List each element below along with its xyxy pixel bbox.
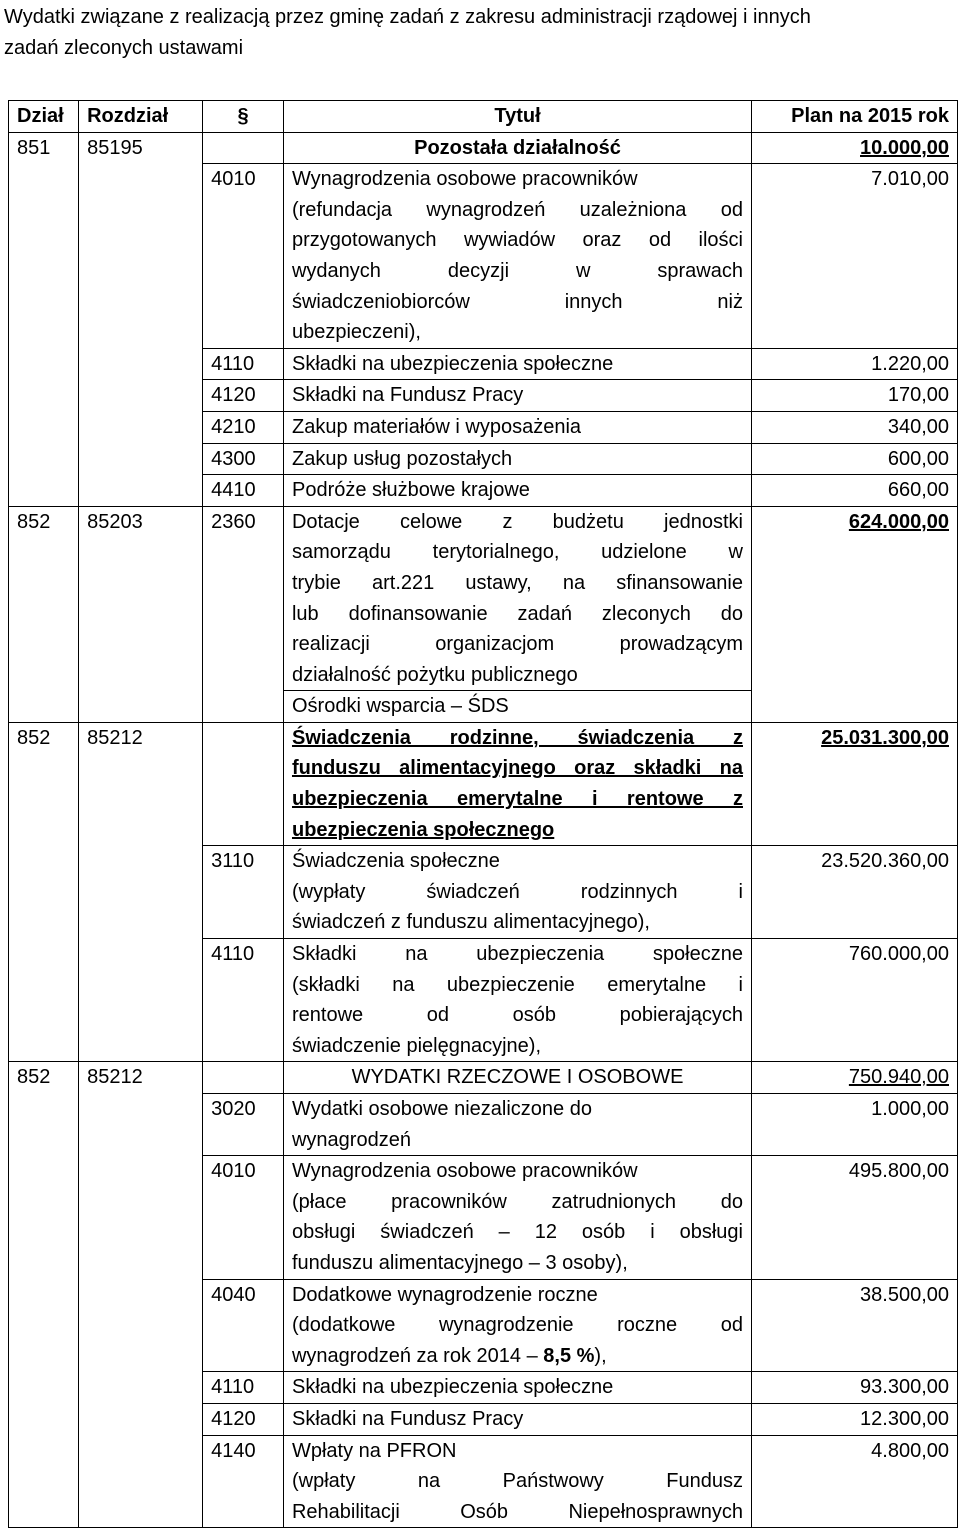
cell-plan: 600,00 [752,443,958,475]
cell-tytul [283,506,751,722]
cell-paragraf: 4120 [203,1403,284,1435]
table-row [9,1094,958,1156]
cell-tytul: Zakup materiałów i wyposażenia [283,411,751,443]
row-desc-line: przygotowanych wywiadów oraz od ilości [291,229,743,252]
cell-tytul: Podróże służbowe krajowe [283,475,751,507]
table-row [9,411,958,443]
cell-paragraf: 3110 [203,846,284,939]
cell-dzial: 852 [9,722,79,845]
header-plan: Plan na 2015 rok [752,101,958,133]
cell-dzial: 852 [9,1062,79,1094]
row-desc-line: (dodatkowe wynagrodzenie roczne od [291,1314,743,1337]
cell-paragraf: 4210 [203,411,284,443]
header-paragraf: § [203,101,284,133]
row-title: Dodatkowe wynagrodzenie roczne [291,1283,598,1306]
cell-plan: 23.520.360,00 [752,846,958,939]
cell-tytul [283,1435,751,1528]
cell-paragraf: 4110 [203,939,284,1062]
table-row [9,443,958,475]
cell-tytul [283,846,751,939]
cell-rozdzial: 85212 [79,1062,203,1094]
cell-tytul [283,939,751,1062]
cell-tytul [283,1156,751,1279]
cell-paragraf: 4140 [203,1435,284,1528]
cell-paragraf: 4110 [203,348,284,380]
table-row [9,506,958,722]
cell-dzial: 852 [9,506,79,722]
table-row [9,939,958,1062]
row-desc-line: obsługi świadczeń – 12 osób i obsługi [291,1221,743,1244]
table-row [9,1156,958,1279]
cell-plan: 4.800,00 [752,1435,958,1528]
table-row [9,722,958,845]
cell-paragraf: 3020 [203,1094,284,1156]
cell-plan: 1.000,00 [752,1094,958,1156]
row-title-line: Wydatki osobowe niezaliczone do [291,1098,592,1120]
cell-paragraf [203,132,284,164]
cell-rozdzial: 85212 [79,722,203,845]
table-row [9,1372,958,1404]
table-row [9,1062,958,1094]
row-subtitle: Ośrodki wsparcia – ŚDS [284,690,751,722]
row-desc-line: Rehabilitacji Osób Niepełnosprawnych [291,1500,743,1523]
row-desc-line: (płace pracowników zatrudnionych do [291,1190,743,1213]
table-row [9,380,958,412]
table-row [9,348,958,380]
row-desc-line: wynagrodzeń za rok 2014 – 8,5 %), [291,1344,607,1367]
row-desc-line: (refundacja wynagrodzeń uzależniona od [291,198,743,221]
cell-plan: 10.000,00 [752,132,958,164]
row-title-line: wynagrodzeń [291,1128,411,1151]
cell-plan: 760.000,00 [752,939,958,1062]
cell-tytul: Składki na Fundusz Pracy [283,380,751,412]
cell-paragraf: 4010 [203,164,284,349]
cell-plan: 12.300,00 [752,1403,958,1435]
table-row [9,164,958,349]
row-title-line: lub dofinansowanie zadań zleconych do [291,602,743,625]
row-desc-line: rentowe od osób pobierających [291,1004,743,1027]
cell-paragraf: 4040 [203,1279,284,1372]
table-row [9,475,958,507]
row-desc-line: wydanych decyzji w sprawach [291,259,743,282]
cell-plan: 660,00 [752,475,958,507]
row-title-line: Świadczenia rodzinne, świadczenia z [291,726,743,749]
cell-rozdzial: 85195 [79,132,203,164]
cell-tytul: Składki na ubezpieczenia społeczne [283,1372,751,1404]
row-title-line: ubezpieczenia społecznego [291,818,555,841]
row-title-line: Dotacje celowe z budżetu jednostki [291,510,743,533]
row-desc-line: świadczeniobiorców innych niż [291,290,743,313]
cell-paragraf [203,1062,284,1094]
table-row [9,1279,958,1372]
cell-tytul [283,1279,751,1372]
expenses-table [8,100,958,1528]
cell-plan: 7.010,00 [752,164,958,349]
cell-tytul: Zakup usług pozostałych [283,443,751,475]
header-dzial: Dział [9,101,79,133]
cell-plan: 93.300,00 [752,1372,958,1404]
row-title-line: funduszu alimentacyjnego oraz składki na [291,757,743,780]
row-desc-line: świadczenie pielęgnacyjne), [291,1034,542,1057]
row-title-line: trybie art.221 ustawy, na sfinansowanie [291,571,743,594]
table-row [9,132,958,164]
cell-paragraf: 4010 [203,1156,284,1279]
document-header [4,2,934,64]
cell-tytul: WYDATKI RZECZOWE I OSOBOWE [283,1062,751,1094]
row-desc-line: (wypłaty świadczeń rodzinnych i [291,880,743,903]
cell-paragraf: 4120 [203,380,284,412]
row-desc-line: (wpłaty na Państwowy Fundusz [291,1470,743,1493]
row-title-line: realizacji organizacjom prowadzącym [291,633,743,656]
cell-paragraf: 4410 [203,475,284,507]
cell-rozdzial: 85203 [79,506,203,722]
cell-plan: 170,00 [752,380,958,412]
row-desc-line: funduszu alimentacyjnego – 3 osoby), [291,1251,628,1274]
row-desc-line: ubezpieczeni), [291,321,421,344]
header-line-1: Wydatki związane z realizacją przez gminę zadań z zakresu administracji rządowej i innych [4,6,811,28]
row-title: Składki na ubezpieczenia społeczne [291,943,743,966]
cell-tytul: Pozostała działalność [283,132,751,164]
cell-plan: 1.220,00 [752,348,958,380]
cell-paragraf: 4110 [203,1372,284,1404]
cell-paragraf: 4300 [203,443,284,475]
cell-paragraf: 2360 [203,506,284,722]
cell-plan: 624.000,00 [752,506,958,722]
cell-tytul [283,722,751,845]
cell-plan: 750.940,00 [752,1062,958,1094]
header-line-2: zadań zleconych ustawami [4,37,244,59]
header-tytul: Tytuł [283,101,751,133]
cell-tytul [283,1094,751,1156]
cell-paragraf [203,722,284,845]
cell-tytul: Składki na Fundusz Pracy [283,1403,751,1435]
cell-dzial: 851 [9,132,79,164]
row-title: Świadczenia społeczne [291,850,500,873]
row-title: Wynagrodzenia osobowe pracowników [291,168,638,191]
cell-plan: 38.500,00 [752,1279,958,1372]
cell-plan: 340,00 [752,411,958,443]
row-desc-line: (składki na ubezpieczenie emerytalne i [291,973,743,996]
table-row [9,1435,958,1528]
row-title: Wynagrodzenia osobowe pracowników [291,1160,638,1183]
header-rozdzial: Rozdział [79,101,203,133]
table-row [9,846,958,939]
row-title-line: ubezpieczenia emerytalne i rentowe z [291,788,743,811]
cell-tytul: Składki na ubezpieczenia społeczne [283,348,751,380]
row-title-line: samorządu terytorialnego, udzielone w [291,541,743,564]
cell-tytul [283,164,751,349]
table-row [9,1403,958,1435]
row-title: Wpłaty na PFRON [291,1439,457,1462]
row-desc-line: świadczeń z funduszu alimentacyjnego), [291,911,650,934]
cell-plan: 495.800,00 [752,1156,958,1279]
table-header-row [9,101,958,133]
row-title-line: działalność pożytku publicznego [291,663,578,686]
cell-plan: 25.031.300,00 [752,722,958,845]
